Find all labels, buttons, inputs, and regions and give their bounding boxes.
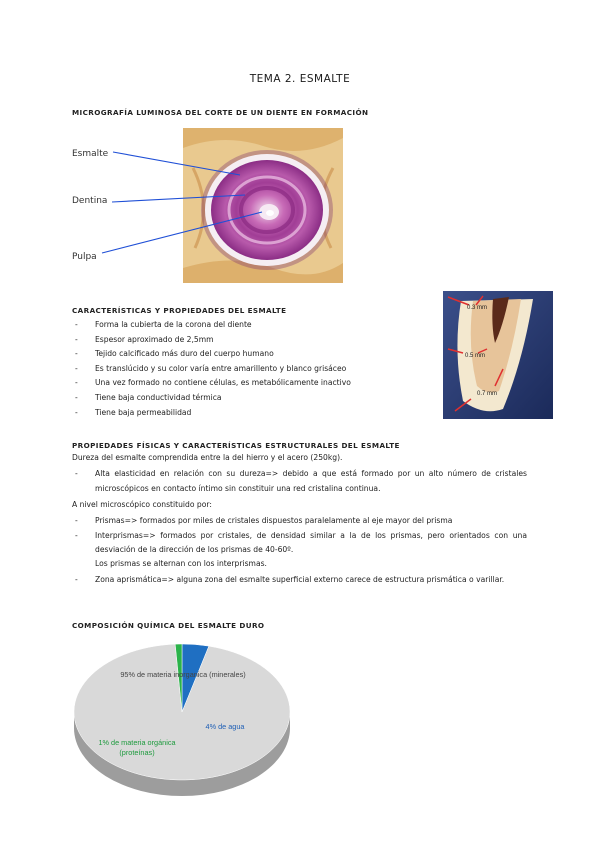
list-item: - Interprismas=> formados por cristales, de densidad similar a la de los prismas, pero orientados con una desviación de la dirección de los prismas de 40-60º. [72, 529, 527, 558]
list-item: - Tiene baja permeabilidad [72, 406, 442, 421]
caracteristicas-list [72, 318, 442, 420]
pie-label-water: 4% de agua [205, 722, 245, 731]
pie-label-organic: 1% de materia orgánica (proteínas) [98, 738, 176, 757]
list-item: - Espesor aproximado de 2,5mm [72, 333, 442, 348]
page-title: TEMA 2. ESMALTE [249, 73, 351, 85]
pie-label-inorganic: 95% de materia inorganica (minerales) [120, 670, 246, 679]
microscopic-list [72, 514, 527, 558]
micro-intro: A nivel microscópico constituido por: [72, 500, 212, 509]
dureza-intro: Dureza del esmalte comprendida entre la del hierro y el acero (250kg). [72, 453, 343, 462]
list-item: - Tiene baja conductividad térmica [72, 391, 442, 406]
prismas-note: Los prismas se alternan con los interprismas. [95, 559, 267, 568]
tooth-label-0-7: 0.7 mm [477, 391, 498, 397]
list-item: - Prismas=> formados por miles de cristales dispuestos paralelamente al eje mayor del prisma [72, 514, 527, 529]
tooth-label-0-3: 0.3 mm [467, 305, 488, 311]
aprismatica-list [72, 573, 527, 588]
list-item: - Alta elasticidad en relación con su dureza=> debido a que está formado por un alto número de cristales microscópicos en contacto íntimo sin constituir una red cristalina continua. [72, 467, 527, 496]
list-item: - Tejido calcificado más duro del cuerpo humano [72, 347, 442, 362]
label-dentina: Dentina [72, 196, 108, 206]
tooth-label-0-5: 0.5 mm [465, 353, 486, 359]
tooth-enamel-thickness-image [443, 291, 553, 419]
section-heading-caracteristicas: CARACTERÍSTICAS Y PROPIEDADES DEL ESMALTE [72, 306, 287, 315]
list-item: - Es translúcido y su color varía entre amarillento y blanco grisáceo [72, 362, 442, 377]
propiedades-list [72, 467, 527, 496]
pointer-lines [0, 0, 600, 300]
section-heading-composicion: COMPOSICIÓN QUÍMICA DEL ESMALTE DURO [72, 621, 265, 630]
label-pulpa: Pulpa [72, 252, 97, 262]
section-heading-propiedades: PROPIEDADES FÍSICAS Y CARACTERÍSTICAS ESTRUCTURALES DEL ESMALTE [72, 441, 400, 450]
list-item: - Zona aprismática=> alguna zona del esmalte superficial externo carece de estructura prismática o varillar. [72, 573, 527, 588]
section-heading-micrografia: MICROGRAFÍA LUMINOSA DEL CORTE DE UN DIENTE EN FORMACIÓN [72, 108, 369, 117]
composition-pie-chart [70, 640, 300, 820]
label-esmalte: Esmalte [72, 149, 109, 159]
list-item: - Forma la cubierta de la corona del diente [72, 318, 442, 333]
list-item: - Una vez formado no contiene células, es metabólicamente inactivo [72, 376, 442, 391]
